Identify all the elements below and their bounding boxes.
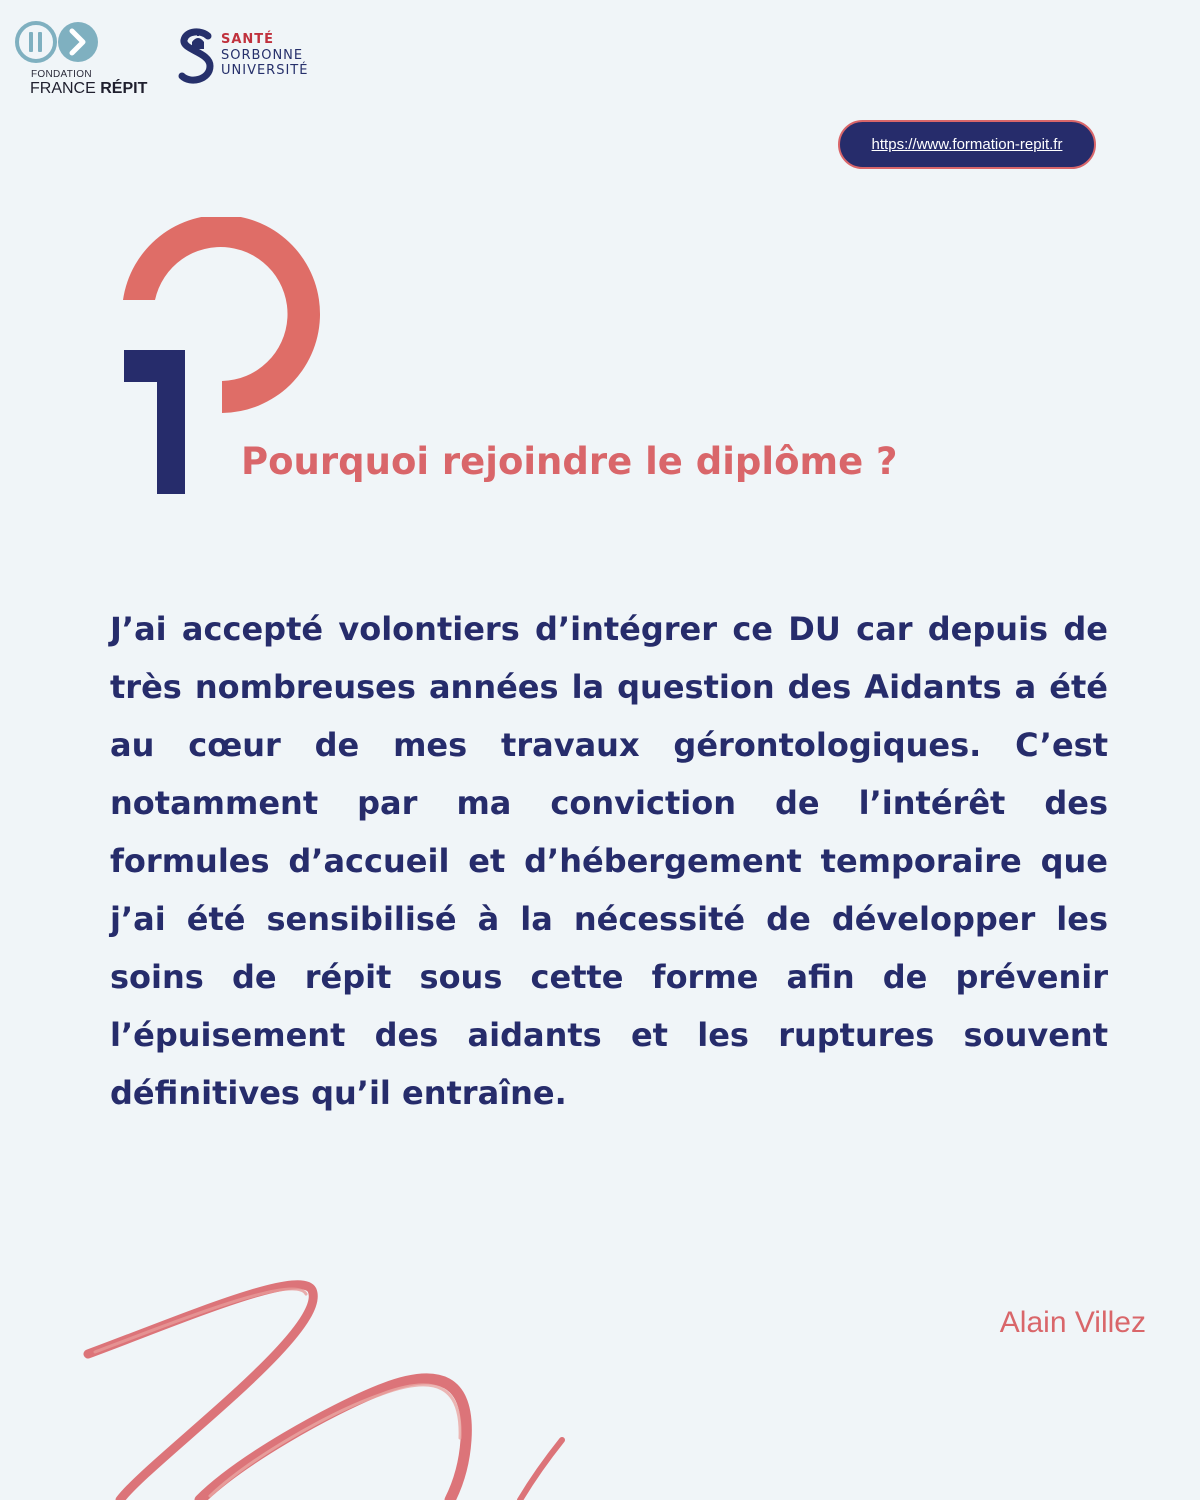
- author-name: Alain Villez: [999, 1306, 1146, 1339]
- france-repit-label: FRANCE RÉPIT: [30, 80, 148, 97]
- page-title: Pourquoi rejoindre le diplôme ?: [241, 440, 898, 483]
- website-link[interactable]: https://www.formation-repit.fr: [838, 120, 1096, 169]
- pause-play-icon: [14, 18, 104, 68]
- sorbonne-label: SORBONNE: [221, 48, 304, 63]
- fondation-label: FONDATION: [31, 69, 92, 80]
- fondation-france-repit-logo: [14, 18, 164, 103]
- universite-label: UNIVERSITÉ: [221, 63, 309, 78]
- sante-sorbonne-universite-logo: [178, 28, 328, 88]
- decorative-scribble-icon: [0, 1260, 600, 1500]
- sante-label: SANTÉ: [221, 32, 275, 47]
- sorbonne-s-icon: [178, 28, 218, 86]
- testimonial-text: J’ai accepté volontiers d’intégrer ce DU car depuis de très nombreuses années la question des Aidants a été au cœur de mes travaux gérontologiques. C’est notamment par ma conviction de l’intérêt des formules d’accueil et d’hébergement temporaire que j’ai été sensibilisé à la nécessité de développer les soins de répit sous cette forme afin de prévenir l’épuisement des aidants et les ruptures souvent définitives qu’il entraîne.: [110, 610, 1108, 1112]
